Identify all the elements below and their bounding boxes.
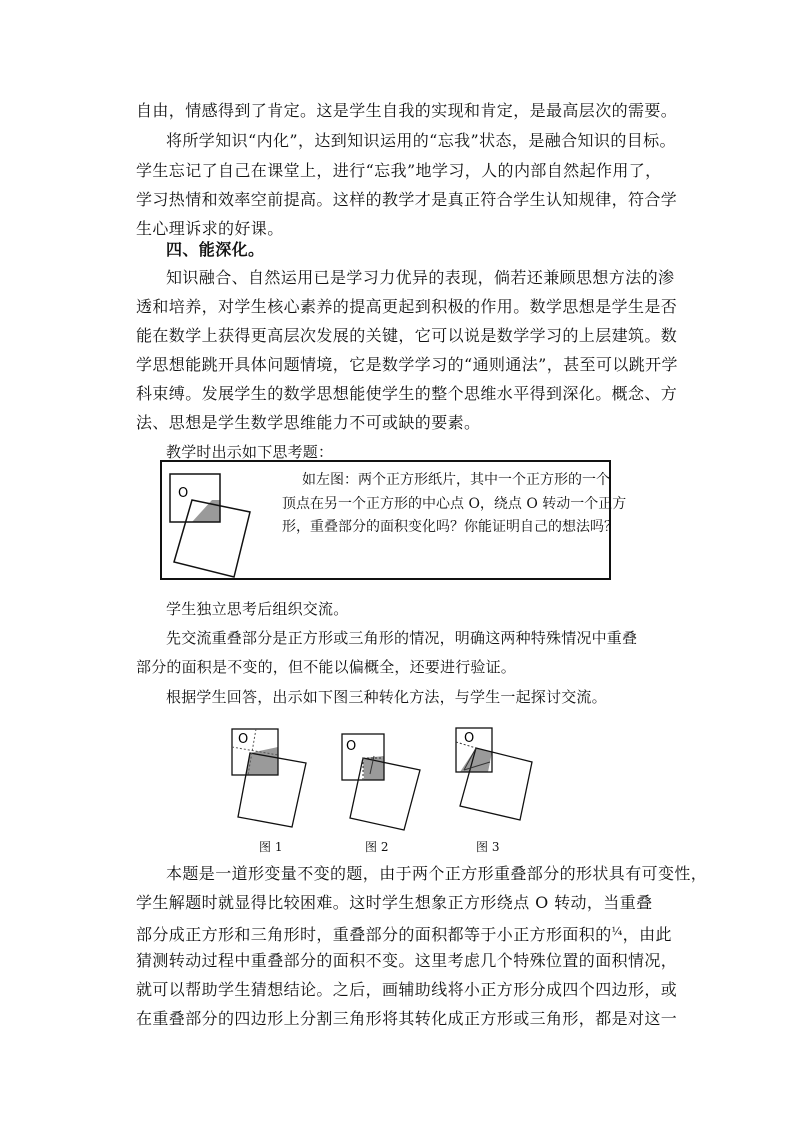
paragraph-line: 自由，情感得到了肯定。这是学生自我的实现和肯定，是最高层次的需要。: [136, 101, 678, 120]
paragraph-line: 学习热情和效率空前提高。这样的教学才是真正符合学生认知规律，符合学: [136, 190, 678, 209]
paragraph-segment: ，由此: [622, 925, 672, 944]
figure-caption: 图 3: [476, 840, 500, 854]
paragraph-line: 本题是一道形变量不变的题，由于两个正方形重叠部分的形状具有可变性，: [166, 864, 708, 883]
paragraph-line: 生心理诉求的好课。: [136, 219, 284, 238]
point-o-label: O: [346, 739, 357, 754]
paragraph-line: 将所学知识“内化”，达到知识运用的“忘我”状态，是融合知识的目标。: [166, 131, 676, 150]
section-heading: 四、能深化。: [166, 240, 265, 259]
paragraph-line: 知识融合、自然运用已是学习力优异的表现，倘若还兼顾思想方法的渗: [166, 268, 675, 287]
point-o-label: O: [178, 486, 189, 501]
point-o-label: O: [238, 732, 249, 747]
paragraph-line: 部分的面积是不变的，但不能以偏概全，还要进行验证。: [136, 658, 517, 676]
paragraph-line: 法、思想是学生数学思维能力不可或缺的要素。: [136, 413, 481, 432]
problem-text-line: 顶点在另一个正方形的中心点 O，绕点 O 转动一个正方: [282, 496, 627, 512]
figure-caption: 图 2: [365, 840, 389, 854]
paragraph-line: 学生解题时就显得比较困难。这时学生想象正方形绕点 O 转动，当重叠: [136, 893, 653, 912]
paragraph-line: 能在数学上获得更高层次发展的关键，它可以说是数学学习的上层建筑。数: [136, 326, 678, 345]
rotating-squares-figure: [162, 462, 282, 577]
paragraph-line: 在重叠部分的四边形上分割三角形将其转化成正方形或三角形，都是对这一: [136, 1009, 678, 1028]
paragraph-line: 就可以帮助学生猜想结论。之后，画辅助线将小正方形分成四个四边形，或: [136, 980, 678, 999]
figure-3: [450, 722, 550, 822]
problem-box: [160, 460, 627, 580]
paragraph-segment: 部分成正方形和三角形时，重叠部分的面积都等于小正方形面积的: [136, 925, 612, 944]
paragraph-line: 根据学生回答，出示如下图三种转化方法，与学生一起探讨交流。: [166, 688, 607, 706]
paragraph-line: 学思想能跳开具体问题情境，它是数学学习的“通则通法”，甚至可以跳开学: [136, 355, 678, 374]
large-square: [350, 758, 420, 830]
paragraph-line: 学生忘记了自己在课堂上，进行“忘我”地学习，人的内部自然起作用了，: [136, 161, 662, 180]
paragraph-line: 教学时出示如下思考题：: [166, 443, 334, 461]
paragraph-line: 猜测转动过程中重叠部分的面积不变。这里考虑几个特殊位置的面积情况，: [136, 951, 678, 970]
figure-caption: 图 1: [259, 840, 283, 854]
problem-text-line: 形，重叠部分的面积变化吗？你能证明自己的想法吗？: [282, 519, 618, 535]
paragraph-line: 先交流重叠部分是正方形或三角形的情况，明确这两种特殊情况中重叠: [166, 629, 638, 647]
paragraph-line: [136, 922, 672, 945]
paragraph-line: 学生独立思考后组织交流。: [166, 600, 349, 618]
fraction-quarter: ¼: [611, 925, 623, 938]
point-o-label: O: [464, 731, 475, 746]
paragraph-line: 透和培养，对学生核心素养的提高更起到积极的作用。数学思想是学生是否: [136, 297, 678, 316]
problem-text-line: 如左图：两个正方形纸片，其中一个正方形的一个: [302, 472, 610, 488]
figure-2: [338, 730, 418, 830]
figure-1: [228, 725, 308, 825]
paragraph-line: 科束缚。发展学生的数学思想能使学生的整个思维水平得到深化。概念、方: [136, 384, 678, 403]
